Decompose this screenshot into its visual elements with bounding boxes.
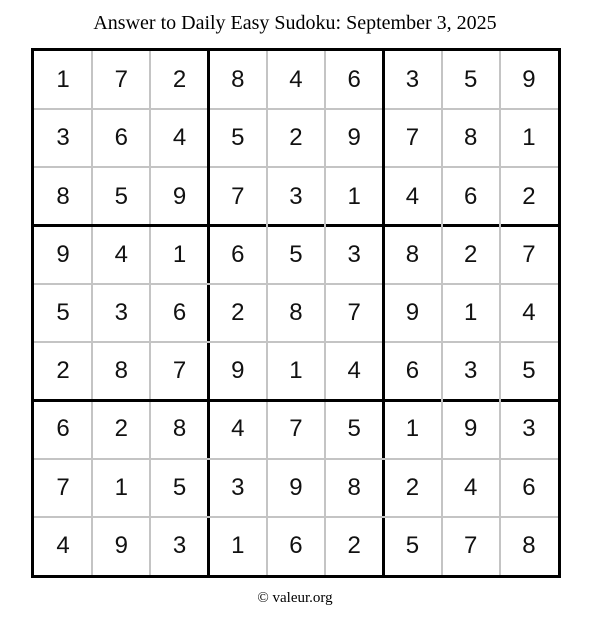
page-title: Answer to Daily Easy Sudoku: September 3, 2025 bbox=[93, 12, 497, 34]
sudoku-cell: 2 bbox=[405, 473, 420, 501]
sudoku-cell: 3 bbox=[347, 240, 361, 268]
sudoku-cell: 2 bbox=[231, 298, 245, 326]
sudoku-cell: 1 bbox=[289, 357, 303, 385]
sudoku-cell: 8 bbox=[347, 473, 361, 501]
sudoku-cell: 5 bbox=[405, 531, 420, 559]
sudoku-cell: 6 bbox=[347, 66, 361, 94]
sudoku-cell: 8 bbox=[172, 415, 187, 443]
sudoku-cell: 3 bbox=[172, 531, 187, 559]
sudoku-cell: 2 bbox=[522, 182, 536, 210]
sudoku-cell: 5 bbox=[231, 124, 245, 152]
sudoku-cell: 5 bbox=[56, 298, 70, 326]
sudoku-cell: 9 bbox=[463, 415, 478, 443]
sudoku-cell: 5 bbox=[289, 240, 303, 268]
sudoku-cell: 5 bbox=[347, 415, 361, 443]
sudoku-cell: 5 bbox=[522, 357, 536, 385]
sudoku-cell: 6 bbox=[56, 415, 70, 443]
sudoku-cell: 7 bbox=[522, 240, 536, 268]
sudoku-cell: 5 bbox=[114, 182, 128, 210]
sudoku-cell: 1 bbox=[347, 182, 361, 210]
sudoku-cell: 7 bbox=[114, 66, 128, 94]
sudoku-cell: 4 bbox=[231, 415, 245, 443]
sudoku-cell: 6 bbox=[231, 240, 245, 268]
sudoku-cell: 2 bbox=[347, 531, 361, 559]
sudoku-cell: 6 bbox=[114, 124, 128, 152]
sudoku-cell: 5 bbox=[463, 66, 478, 94]
sudoku-cell: 9 bbox=[405, 298, 420, 326]
sudoku-cell: 7 bbox=[347, 298, 361, 326]
sudoku-cell: 1 bbox=[405, 415, 420, 443]
sudoku-cell: 7 bbox=[289, 415, 303, 443]
sudoku-cell: 3 bbox=[114, 298, 128, 326]
sudoku-cell: 5 bbox=[172, 473, 187, 501]
sudoku-cell: 4 bbox=[289, 66, 303, 94]
sudoku-cell: 9 bbox=[347, 124, 361, 152]
sudoku-cell: 2 bbox=[114, 415, 128, 443]
sudoku-cell: 7 bbox=[463, 531, 478, 559]
sudoku-cell: 1 bbox=[114, 473, 128, 501]
sudoku-cell: 2 bbox=[172, 66, 187, 94]
sudoku-cell: 9 bbox=[114, 531, 128, 559]
sudoku-cell: 3 bbox=[405, 66, 420, 94]
sudoku-cell: 8 bbox=[289, 298, 303, 326]
sudoku-cell: 1 bbox=[463, 298, 478, 326]
sudoku-cell: 9 bbox=[289, 473, 303, 501]
sudoku-cell: 3 bbox=[231, 473, 245, 501]
sudoku-cell: 6 bbox=[522, 473, 536, 501]
sudoku-cell: 2 bbox=[56, 357, 70, 385]
sudoku-cell: 6 bbox=[405, 357, 420, 385]
sudoku-cell: 4 bbox=[172, 124, 187, 152]
sudoku-cell: 4 bbox=[522, 298, 536, 326]
sudoku-cell: 8 bbox=[405, 240, 420, 268]
sudoku-cell: 3 bbox=[463, 357, 478, 385]
sudoku-cell: 8 bbox=[231, 66, 245, 94]
sudoku-cell: 1 bbox=[56, 66, 70, 94]
sudoku-cell: 3 bbox=[522, 415, 536, 443]
sudoku-cell: 4 bbox=[56, 531, 70, 559]
sudoku-cell: 4 bbox=[114, 240, 128, 268]
sudoku-cell: 7 bbox=[231, 182, 245, 210]
sudoku-cell: 8 bbox=[463, 124, 478, 152]
sudoku-cell: 9 bbox=[56, 240, 70, 268]
sudoku-cell: 6 bbox=[463, 182, 478, 210]
sudoku-cell: 3 bbox=[289, 182, 303, 210]
sudoku-cell: 7 bbox=[56, 473, 70, 501]
sudoku-cell: 9 bbox=[172, 182, 187, 210]
sudoku-cell: 4 bbox=[347, 357, 361, 385]
sudoku-cell: 2 bbox=[289, 124, 303, 152]
sudoku-cell: 9 bbox=[522, 66, 536, 94]
sudoku-cell: 1 bbox=[231, 531, 245, 559]
sudoku-cell: 8 bbox=[114, 357, 128, 385]
copyright-footer: © valeur.org bbox=[257, 590, 333, 606]
sudoku-cell: 6 bbox=[172, 298, 187, 326]
sudoku-cell: 3 bbox=[56, 124, 70, 152]
sudoku-cell: 4 bbox=[463, 473, 478, 501]
sudoku-cell: 1 bbox=[172, 240, 187, 268]
sudoku-cell: 8 bbox=[522, 531, 536, 559]
sudoku-cell: 6 bbox=[289, 531, 303, 559]
sudoku-cell: 1 bbox=[522, 124, 536, 152]
sudoku-cell: 7 bbox=[172, 357, 187, 385]
sudoku-grid bbox=[31, 48, 561, 578]
sudoku-cell: 8 bbox=[56, 182, 70, 210]
sudoku-cell: 7 bbox=[405, 124, 420, 152]
sudoku-cell: 4 bbox=[405, 182, 420, 210]
sudoku-cell: 2 bbox=[463, 240, 478, 268]
sudoku-cell: 9 bbox=[231, 357, 245, 385]
